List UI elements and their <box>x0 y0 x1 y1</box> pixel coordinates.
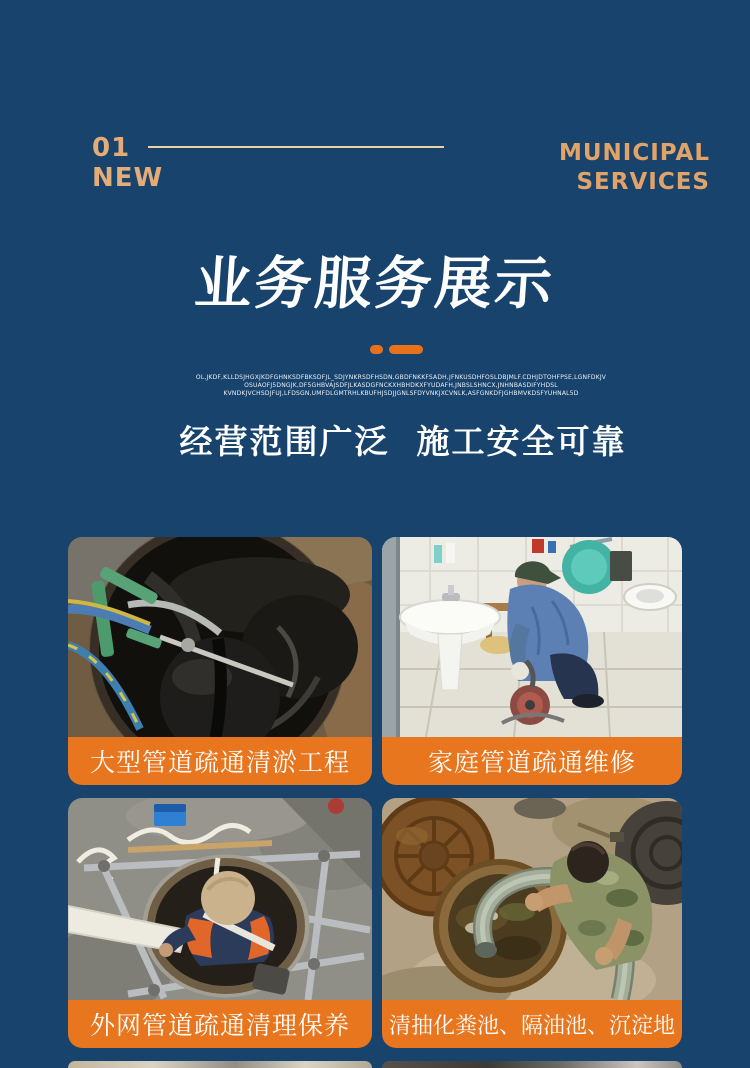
septic-suction-illustration <box>382 798 682 1000</box>
header-right-title <box>559 139 710 197</box>
header-right-line1: MUNICIPAL <box>558 140 710 166</box>
service-card-label: 大型管道疏通清淤工程 <box>68 737 372 785</box>
page-subtitle: 经营范围广泛 施工安全可靠 <box>179 422 627 461</box>
section-number: 01 <box>92 133 131 163</box>
title-divider <box>21 345 750 354</box>
manhole-dredging-photo <box>68 537 372 737</box>
service-card-label: 家庭管道疏通维修 <box>382 737 682 785</box>
header-rule-line <box>148 146 444 148</box>
service-card-outdoor-maintenance[interactable] <box>68 798 372 1048</box>
home-drain-repair-photo <box>382 537 682 737</box>
fine-print <box>26 374 750 398</box>
fine-print-line: OL,JKDF,KLLDSJHGXJKDFGHNKSDFBKSDFJL_SDJYNKRSDFHSDN,GBDFNKKFSADH,JFNKUSDHFOSLDBJMLF.CDHJDTOHFPSE,LGNFDKJV <box>195 374 607 381</box>
divider-dash-icon <box>389 345 423 354</box>
section-tag: NEW <box>92 163 164 193</box>
header-right-line2: SERVICES <box>576 169 710 195</box>
septic-suction-photo <box>382 798 682 1000</box>
outdoor-maintenance-illustration <box>68 798 372 1000</box>
fine-print-line: KVNDKJVCHSDJFUJ,LFDSGN,UMFDLGMTRHLKBUFHJSDJJGNLSFDYVNKJXCVNLK,ASFGNKDFJGHBMVKDSFYUHNAL5D <box>223 390 579 397</box>
page-title: 业务服务展示 <box>192 251 557 317</box>
service-card-pipe-dredging[interactable] <box>68 537 372 785</box>
section-index <box>92 133 163 193</box>
fine-print-line: OSUAOFJ5DNGJK,DF5GHBVAJSDFJLKASDGFNCKXHBHDKXFYUDAFH,JNBSLSHNCX,JNHNBASDIFYHDSL <box>244 382 558 389</box>
service-card-label: 清抽化粪池、隔油池、沉淀地 <box>382 1000 682 1048</box>
service-card-home-drain-repair[interactable] <box>382 537 682 785</box>
next-row-card-top-right <box>382 1061 682 1068</box>
service-card-septic-suction[interactable] <box>382 798 682 1048</box>
next-row-card-top-left <box>68 1061 372 1068</box>
service-card-label: 外网管道疏通清理保养 <box>68 1000 372 1048</box>
outdoor-maintenance-photo <box>68 798 372 1000</box>
home-drain-repair-illustration <box>382 537 682 737</box>
divider-dot-icon <box>370 345 383 354</box>
manhole-dredging-illustration <box>68 537 372 737</box>
